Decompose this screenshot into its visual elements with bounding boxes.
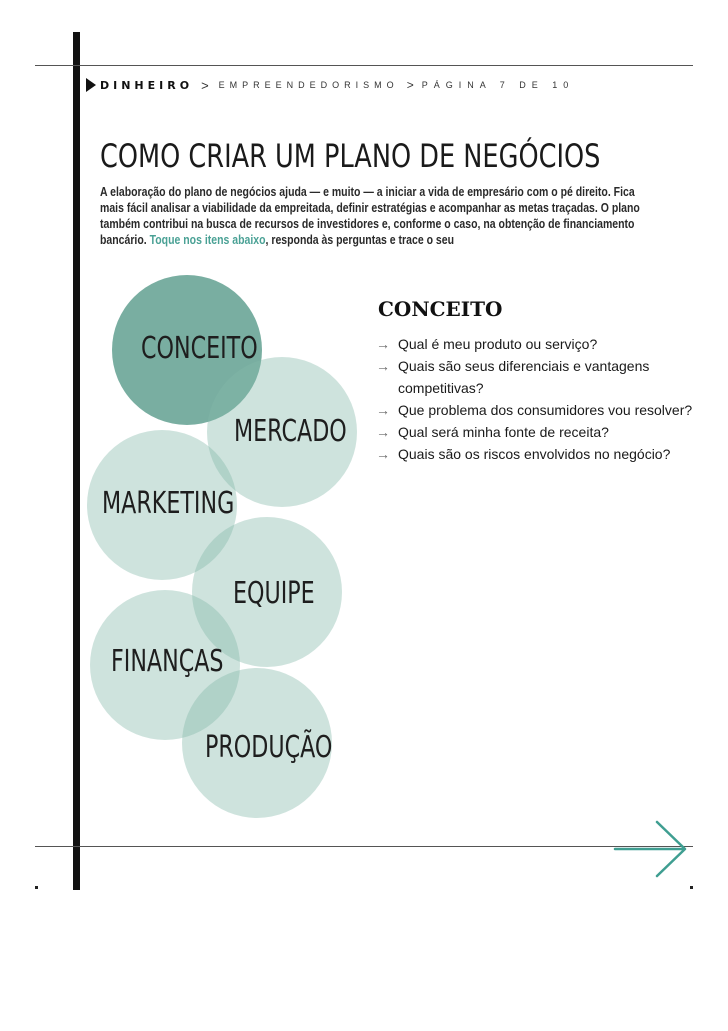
chevron-right-icon[interactable] (613, 818, 691, 880)
arrow-right-icon: → (376, 446, 390, 462)
list-item (376, 399, 706, 421)
bottom-rule (35, 846, 693, 847)
question-text: Qual será minha fonte de receita? (398, 424, 609, 440)
breadcrumb-section[interactable]: EMPREENDEDORISMO (218, 80, 399, 90)
question-text: Quais são os riscos envolvidos no negócio? (398, 446, 671, 462)
top-rule (35, 65, 693, 66)
question-text: Quais são seus diferenciais e vantagens competitivas? (398, 358, 650, 396)
topic-label-equipe[interactable]: EQUIPE (233, 576, 315, 611)
intro-text: A elaboração do plano de negócios ajuda — e muito — a iniciar a vida de empresário com o pé direito. Fica mais fácil analisar a viabilidade da empreitada, definir estratégias e acompanhar as metas traçadas. O plano também contribui na busca de recursos de investidores e, conforme o caso, na obtenção de financiamento bancário. (100, 185, 640, 247)
page-margin-bar (73, 32, 80, 890)
crop-mark (690, 886, 693, 889)
page-indicator: PÁGINA 7 DE 10 (421, 80, 575, 90)
list-item (376, 421, 706, 443)
breadcrumb-brand[interactable]: DINHEIRO (100, 78, 194, 92)
list-item (376, 333, 706, 355)
question-text: Qual é meu produto ou serviço? (398, 336, 598, 352)
panel-title: CONCEITO (378, 297, 503, 321)
page-title: COMO CRIAR UM PLANO DE NEGÓCIOS (100, 137, 601, 175)
list-item (376, 443, 706, 465)
intro-cta: Toque nos itens abaixo (149, 233, 266, 247)
arrow-right-icon: → (376, 424, 390, 440)
question-text: Que problema dos consumidores vou resolver? (398, 402, 693, 418)
topic-label-financas[interactable]: FINANÇAS (111, 644, 224, 679)
breadcrumb-chevron: > (201, 77, 209, 93)
arrow-right-icon: → (376, 402, 390, 418)
breadcrumb-separator: > (406, 78, 414, 92)
topic-label-marketing[interactable]: MARKETING (102, 486, 235, 521)
arrow-right-icon: → (376, 358, 390, 374)
crop-mark (35, 886, 38, 889)
topic-label-producao[interactable]: PRODUÇÃO (205, 730, 333, 765)
play-icon (86, 78, 96, 92)
breadcrumb (86, 75, 574, 95)
question-list (376, 333, 706, 465)
topic-label-mercado[interactable]: MERCADO (234, 414, 347, 449)
topic-label-conceito[interactable]: CONCEITO (141, 331, 258, 366)
intro-paragraph (100, 184, 654, 248)
intro-tail: , responda às perguntas e trace o seu (265, 233, 455, 247)
list-item (376, 355, 706, 399)
arrow-right-icon: → (376, 336, 390, 352)
